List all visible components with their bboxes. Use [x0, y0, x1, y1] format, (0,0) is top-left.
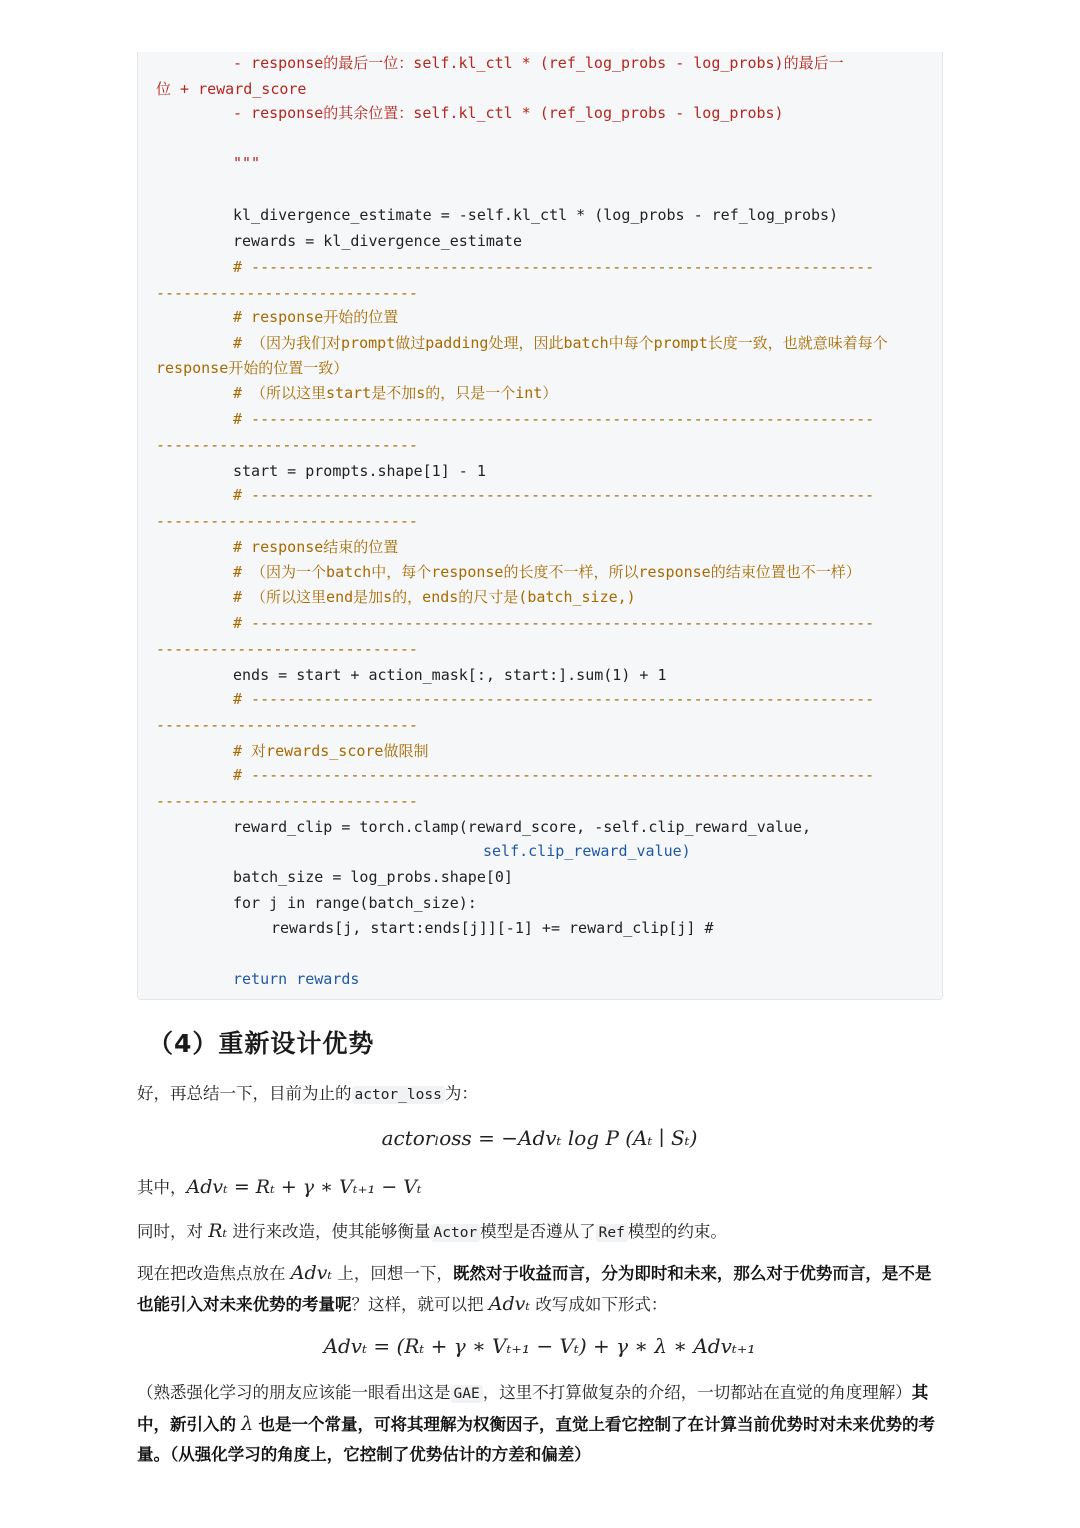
text: 模型是否遵从了 [480, 1222, 596, 1241]
code-line: # response结束的位置 [233, 538, 399, 556]
inline-math: Rₜ [208, 1220, 228, 1242]
code-line: - response的其余位置：self.kl_ctl * (ref_log_probs - log_probs) [233, 104, 784, 122]
code-line: """ [233, 154, 261, 172]
text: 同时，对 [137, 1222, 203, 1241]
inline-code: actor_loss [352, 1086, 445, 1104]
paragraph-gae-explanation [137, 1378, 942, 1470]
code-line: # （所以这里end是加s的，ends的尺寸是(batch_size,) [233, 588, 636, 606]
bold-text: 其中，新引入的 [137, 1383, 929, 1434]
code-line: reward_clip = torch.clamp(reward_score, -self.clip_reward_value, [233, 818, 811, 836]
code-line: # --------------------------------------------------------------------- [233, 766, 875, 784]
inline-math: Advₜ = Rₜ + γ ∗ Vₜ₊₁ − Vₜ [186, 1176, 422, 1198]
inline-code: GAE [451, 1385, 483, 1403]
inline-code: Ref [596, 1224, 628, 1242]
text: ，这里不打算做复杂的介绍，一切都站在直觉的角度理解） [482, 1383, 912, 1402]
formula-actor-loss: actorₗoss = −Advₜ log P (Aₜ ∣ Sₜ) [381, 1126, 698, 1150]
code-line: # --------------------------------------------------------------------- [233, 486, 875, 504]
text: ？这样，就可以把 [351, 1295, 484, 1314]
paragraph-future-advantage [137, 1258, 942, 1320]
code-line: ----------------------------- [156, 284, 418, 302]
code-line: return rewards [233, 970, 360, 988]
text: 进行来改造，使其能够衡量 [232, 1222, 431, 1241]
code-line: # 对rewards_score做限制 [233, 742, 429, 760]
code-line: ----------------------------- [156, 792, 418, 810]
bold-text: 也是一个常量，可将其理解为权衡因子，直觉上看它控制了在计算当前优势时对未来优势的考量。（从强化学习的角度上，它控制了优势估计的方差和偏差） [137, 1415, 936, 1464]
text: 为： [444, 1084, 478, 1103]
text: （熟悉强化学习的朋友应该能一眼看出这是 [137, 1383, 451, 1402]
code-line: ----------------------------- [156, 716, 418, 734]
code-line: # --------------------------------------------------------------------- [233, 258, 875, 276]
text: 模型的约束。 [627, 1222, 727, 1241]
bold-text: 既然对于收益而言，分为即时和未来，那么对于优势而言，是不是也能引入对未来优势的考量呢 [137, 1264, 932, 1314]
inline-math: Advₜ [290, 1262, 333, 1284]
formula-gae: Advₜ = (Rₜ + γ ∗ Vₜ₊₁ − Vₜ) + γ ∗ λ ∗ Advₜ₊₁ [323, 1334, 756, 1358]
code-line: # --------------------------------------------------------------------- [233, 690, 875, 708]
code-line: start = prompts.shape[1] - 1 [233, 462, 486, 480]
inline-math: Advₜ [488, 1293, 531, 1315]
paragraph-rt-modify [137, 1216, 942, 1248]
inline-math: λ [241, 1413, 254, 1435]
code-line: kl_divergence_estimate = -self.kl_ctl * (log_probs - ref_log_probs) [233, 206, 839, 224]
code-line: batch_size = log_probs.shape[0] [233, 868, 513, 886]
code-line: response开始的位置一致） [156, 359, 349, 377]
code-line: rewards[j, start:ends[j]][-1] += reward_clip[j] # [271, 919, 714, 937]
code-line: # --------------------------------------------------------------------- [233, 614, 875, 632]
code-line: for j in range(batch_size): [233, 894, 477, 912]
text: 其中， [137, 1178, 187, 1197]
code-line: # （因为我们对prompt做过padding处理，因此batch中每个prompt长度一致，也就意味着每个 [233, 334, 888, 352]
code-line: # （所以这里start是不加s的，只是一个int） [233, 384, 558, 402]
inline-code: Actor [431, 1224, 481, 1242]
paragraph-adv-definition [137, 1172, 942, 1203]
code-line: ends = start + action_mask[:, start:].sum(1) + 1 [233, 666, 667, 684]
text: 现在把改造焦点放在 [137, 1264, 286, 1283]
code-line: 位 + reward_score [156, 80, 307, 98]
code-line: rewards = kl_divergence_estimate [233, 232, 522, 250]
code-line: ----------------------------- [156, 640, 418, 658]
paragraph-actor-loss [137, 1079, 942, 1110]
code-line: # response开始的位置 [233, 308, 399, 326]
code-line: - response的最后一位：self.kl_ctl * (ref_log_probs - log_probs)的最后一 [233, 54, 844, 72]
code-line: self.clip_reward_value) [483, 842, 691, 860]
text: 好，再总结一下，目前为止的 [137, 1084, 352, 1103]
section-title: （4）重新设计优势 [148, 1029, 375, 1058]
code-line: # （因为一个batch中，每个response的长度不一样，所以response的结束位置也不一样） [233, 563, 861, 581]
code-block [137, 52, 943, 1000]
code-line: # --------------------------------------------------------------------- [233, 410, 875, 428]
text: 改写成如下形式： [535, 1295, 668, 1314]
text: 上，回想一下， [337, 1264, 453, 1283]
code-line: ----------------------------- [156, 436, 418, 454]
code-line: ----------------------------- [156, 512, 418, 530]
